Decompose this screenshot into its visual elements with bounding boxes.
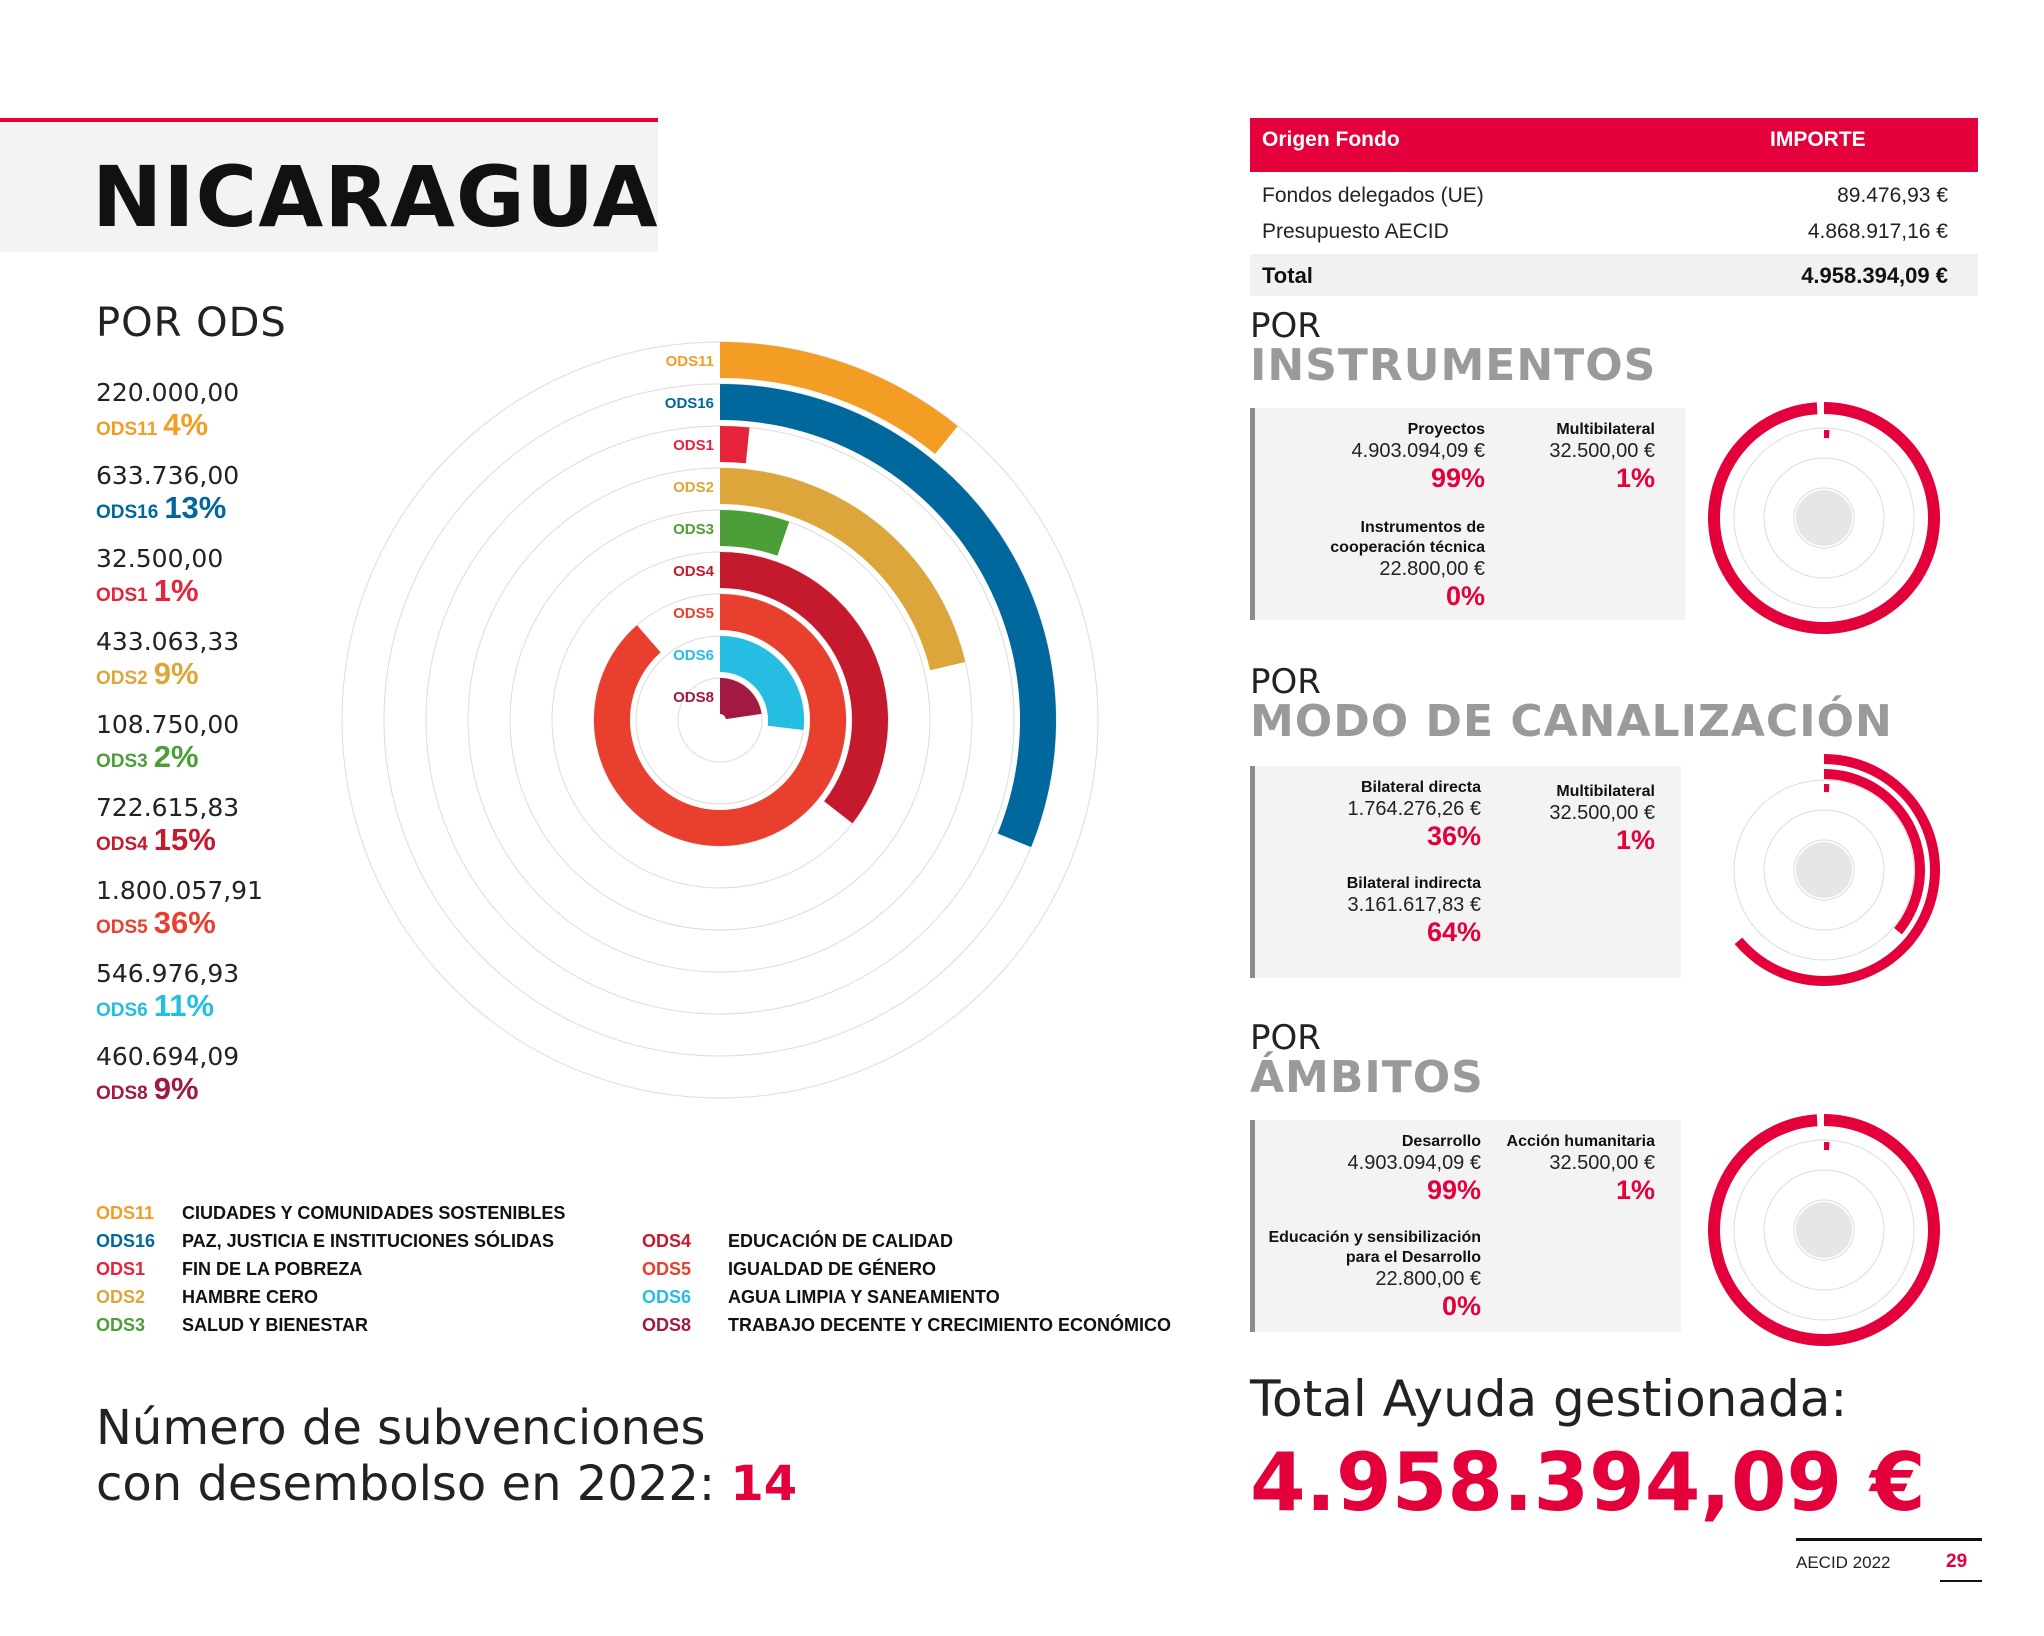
ods-arc-ods5	[594, 594, 846, 846]
item-amount: 3.161.617,83 €	[1347, 894, 1481, 916]
item-amount: 1.764.276,26 €	[1347, 798, 1481, 820]
instrumentos-por: POR	[1250, 306, 1321, 346]
legend-code: ODS8	[642, 1315, 692, 1335]
legend-code: ODS6	[642, 1287, 692, 1307]
ods-arc-ods3	[720, 510, 789, 556]
ods-amount: 722.615,83	[96, 793, 240, 822]
item-percentage: 99%	[1430, 463, 1485, 493]
page-title: NICARAGUA	[92, 148, 659, 246]
legend-entry	[96, 1203, 656, 1227]
ambito-educacion-sensibilizacion	[1255, 1228, 1481, 1322]
legend-entry	[96, 1231, 656, 1255]
ods-arc-label: ODS6	[673, 647, 714, 664]
legend-code: ODS11	[96, 1203, 155, 1223]
subvenciones-summary	[96, 1400, 797, 1512]
ambito-accion-humanitaria	[1481, 1132, 1655, 1206]
canal-bilateral-directa	[1255, 778, 1481, 852]
ods-amount: 1.800.057,91	[96, 876, 263, 905]
item-label: Bilateral indirecta	[1346, 875, 1481, 892]
legend-name: IGUALDAD DE GÉNERO	[728, 1259, 937, 1279]
item-percentage: 0%	[1441, 1291, 1481, 1321]
item-label: Proyectos	[1407, 421, 1485, 438]
legend-name: EDUCACIÓN DE CALIDAD	[728, 1231, 953, 1251]
total-ayuda-value: 4.958.394,09 €	[1250, 1436, 1926, 1529]
ods-amount: 546.976,93	[96, 959, 240, 988]
ods-amount: 460.694,09	[96, 1042, 240, 1071]
ods-arc-label: ODS4	[673, 563, 714, 580]
ods-percentage: 11%	[153, 988, 215, 1023]
canal-multibilateral	[1485, 782, 1655, 856]
item-amount: 32.500,00 €	[1549, 802, 1655, 824]
item-percentage: 36%	[1426, 821, 1481, 851]
ods-code: ODS16	[96, 502, 159, 523]
row-value: 89.476,93 €	[1837, 184, 1948, 207]
ods-radial-bar-chart	[300, 300, 1140, 1140]
radial-arc	[1824, 784, 1829, 792]
canalizacion-por: POR	[1250, 662, 1321, 702]
center-disc	[1796, 490, 1852, 546]
item-label: Multibilateral	[1556, 421, 1655, 438]
column-header-importe: IMPORTE	[1770, 128, 1866, 151]
ods-code: ODS4	[96, 834, 148, 855]
footer-rule	[1796, 1538, 1982, 1541]
item-percentage: 1%	[1615, 463, 1655, 493]
ods-amount: 108.750,00	[96, 710, 240, 739]
item-amount: 4.903.094,09 €	[1347, 1152, 1481, 1174]
instrumento-cooperacion-tecnica	[1255, 518, 1485, 612]
item-percentage: 99%	[1426, 1175, 1481, 1205]
por-ods-heading: POR ODS	[96, 300, 287, 346]
ods-percentage: 9%	[153, 1071, 199, 1106]
ambitos-por: POR	[1250, 1018, 1321, 1058]
total-ayuda-label: Total Ayuda gestionada:	[1250, 1370, 1848, 1428]
center-disc	[1796, 1202, 1852, 1258]
ods-arc-label: ODS5	[673, 605, 714, 622]
ods-arc-label: ODS11	[665, 353, 714, 370]
ods-code: ODS11	[96, 419, 158, 440]
ods-code: ODS8	[96, 1083, 148, 1104]
legend-code: ODS4	[642, 1231, 692, 1251]
item-amount: 32.500,00 €	[1549, 1152, 1655, 1174]
ods-amount: 433.063,33	[96, 627, 240, 656]
row-value: 4.868.917,16 €	[1807, 220, 1948, 243]
ods-percentage: 13%	[164, 490, 227, 525]
legend-name: FIN DE LA POBREZA	[182, 1259, 363, 1279]
item-label: Multibilateral	[1556, 783, 1655, 800]
item-label-line2: cooperación técnica	[1330, 539, 1485, 556]
legend-name: AGUA LIMPIA Y SANEAMIENTO	[728, 1287, 1000, 1307]
canalizacion-radial-chart	[1704, 750, 1944, 990]
ods-percentage: 1%	[153, 573, 199, 608]
legend-entry	[642, 1231, 1202, 1255]
radial-arc	[1824, 1142, 1830, 1150]
ambitos-radial-chart	[1704, 1110, 1944, 1350]
ods-percentage: 2%	[153, 739, 199, 774]
table-total-row	[1250, 254, 1978, 296]
legend-code: ODS3	[96, 1315, 146, 1335]
legend-entry	[96, 1287, 656, 1311]
canalizacion-title: MODO DE CANALIZACIÓN	[1250, 696, 1893, 747]
subvenciones-count: 14	[730, 1456, 798, 1512]
ods-percentage: 36%	[153, 905, 216, 940]
ods-code: ODS6	[96, 1000, 148, 1021]
legend-entry	[642, 1287, 1202, 1311]
instrumentos-panel	[1250, 408, 1685, 620]
column-header-origen: Origen Fondo	[1262, 128, 1400, 151]
ods-amount: 32.500,00	[96, 544, 224, 573]
center-disc	[1796, 842, 1852, 898]
ods-arc-ods1	[720, 426, 749, 463]
page-number: 29	[1946, 1551, 1968, 1572]
ods-code: ODS2	[96, 668, 148, 689]
ods-legend-right	[642, 1231, 1202, 1343]
legend-name: CIUDADES Y COMUNIDADES SOSTENIBLES	[182, 1203, 566, 1223]
ods-amount: 633.736,00	[96, 461, 240, 490]
ambitos-panel	[1250, 1120, 1681, 1332]
row-label: Fondos delegados (UE)	[1262, 184, 1484, 207]
canal-bilateral-indirecta	[1255, 874, 1481, 948]
item-label-line2: para el Desarrollo	[1345, 1249, 1481, 1266]
instrumentos-title: INSTRUMENTOS	[1250, 340, 1657, 391]
instrumentos-radial-chart	[1704, 398, 1944, 638]
item-amount: 22.800,00 €	[1375, 1268, 1481, 1290]
table-row	[1250, 178, 1978, 214]
total-value: 4.958.394,09 €	[1801, 263, 1948, 288]
item-percentage: 1%	[1615, 825, 1655, 855]
legend-name: HAMBRE CERO	[182, 1287, 319, 1307]
ods-percentage: 9%	[153, 656, 199, 691]
legend-entry	[96, 1315, 656, 1339]
ods-arc-label: ODS1	[673, 437, 714, 454]
legend-code: ODS5	[642, 1259, 692, 1279]
table-row	[1250, 214, 1978, 250]
subvenciones-line2: con desembolso en 2022:	[96, 1456, 731, 1512]
item-amount: 22.800,00 €	[1379, 558, 1485, 580]
radial-arc	[1824, 430, 1830, 438]
legend-code: ODS16	[96, 1231, 156, 1251]
row-label: Presupuesto AECID	[1262, 220, 1449, 243]
legend-code: ODS2	[96, 1287, 146, 1307]
item-label: Desarrollo	[1401, 1133, 1481, 1150]
ods-arc-label: ODS16	[664, 395, 714, 412]
ambitos-title: ÁMBITOS	[1250, 1052, 1484, 1103]
ods-legend-left	[96, 1203, 656, 1343]
item-percentage: 1%	[1615, 1175, 1655, 1205]
ods-percentage: 15%	[153, 822, 216, 857]
subvenciones-line1: Número de subvenciones	[96, 1400, 706, 1456]
ods-arc-label: ODS3	[673, 521, 714, 538]
ods-arc-label: ODS8	[673, 689, 714, 706]
item-percentage: 0%	[1445, 581, 1485, 611]
item-label-line1: Instrumentos de	[1360, 519, 1485, 536]
instrumento-proyectos	[1255, 420, 1485, 494]
canalizacion-panel	[1250, 766, 1681, 978]
ods-code: ODS1	[96, 585, 148, 606]
item-label: Bilateral directa	[1360, 779, 1481, 796]
legend-entry	[96, 1259, 656, 1283]
item-label: Acción humanitaria	[1506, 1133, 1655, 1150]
ods-arc-label: ODS2	[673, 479, 714, 496]
ods-percentage: 4%	[163, 407, 209, 442]
footer-text: AECID 2022	[1796, 1553, 1891, 1572]
ambito-desarrollo	[1255, 1132, 1481, 1206]
legend-name: TRABAJO DECENTE Y CRECIMIENTO ECONÓMICO	[728, 1315, 1172, 1335]
ods-amount: 220.000,00	[96, 378, 240, 407]
legend-entry	[642, 1315, 1202, 1339]
item-label-line1: Educación y sensibilización	[1268, 1229, 1481, 1246]
table-header	[1250, 118, 1978, 172]
legend-entry	[642, 1259, 1202, 1283]
legend-name: PAZ, JUSTICIA E INSTITUCIONES SÓLIDAS	[182, 1231, 555, 1251]
legend-name: SALUD Y BIENESTAR	[182, 1315, 369, 1335]
item-amount: 32.500,00 €	[1549, 440, 1655, 462]
ods-code: ODS5	[96, 917, 148, 938]
origen-fondo-table	[1250, 118, 1978, 296]
total-label: Total	[1262, 263, 1313, 288]
item-percentage: 64%	[1426, 917, 1481, 947]
instrumento-multibilateral	[1485, 420, 1655, 494]
ods-code: ODS3	[96, 751, 148, 772]
page-number-underline	[1940, 1580, 1982, 1582]
legend-code: ODS1	[96, 1259, 146, 1279]
item-amount: 4.903.094,09 €	[1351, 440, 1485, 462]
